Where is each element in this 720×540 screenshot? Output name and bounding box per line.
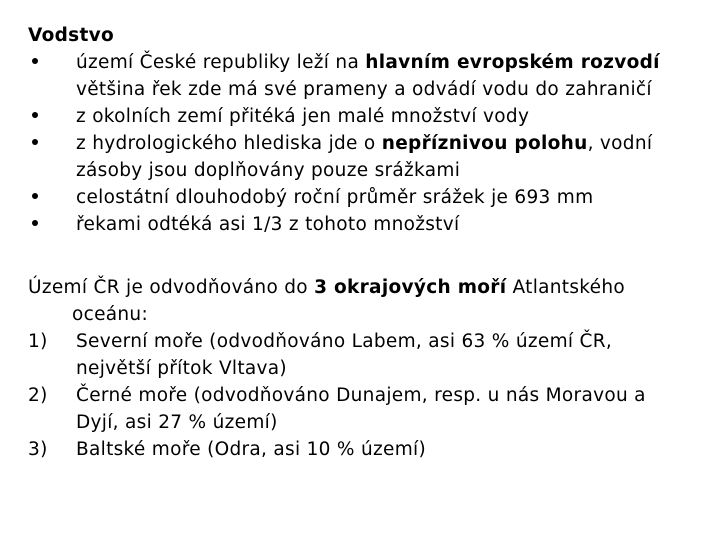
text-run: většina řek zde má své prameny a odvádí vodu do zahraničí xyxy=(76,79,652,100)
item-text: Baltské moře (Odra, asi 10 % území) xyxy=(76,439,426,460)
numbered-item xyxy=(28,382,704,409)
item-text: Severní moře (odvodňováno Labem, asi 63 % území ČR, xyxy=(76,331,613,352)
intro-paragraph xyxy=(28,274,704,301)
bullet-item xyxy=(28,184,704,211)
text-run: Území ČR je odvodňováno do xyxy=(28,277,315,298)
bullet-item xyxy=(28,211,704,238)
drainage-section xyxy=(28,274,704,463)
bullet-text-continuation xyxy=(28,157,704,184)
bold-run: nepříznivou polohu xyxy=(381,133,588,154)
bullet-text xyxy=(76,184,593,211)
item-text-continuation: největší přítok Vltava) xyxy=(76,358,287,379)
item-text-continuation: Dyjí, asi 27 % území) xyxy=(76,412,278,433)
numbered-item xyxy=(28,436,704,463)
bullet-icon xyxy=(28,103,76,130)
item-number: 2) xyxy=(28,385,48,406)
bullet-icon xyxy=(28,49,76,76)
item-number: 1) xyxy=(28,331,48,352)
bullet-text xyxy=(76,211,459,238)
bold-run: hlavním evropském rozvodí xyxy=(365,52,660,73)
bullet-item xyxy=(28,49,704,76)
water-section xyxy=(28,22,704,238)
bullet-text xyxy=(76,49,660,76)
text-run: , vodní xyxy=(587,133,653,154)
bullet-text-continuation xyxy=(28,76,704,103)
bullet-icon xyxy=(28,130,76,157)
text-run: celostátní dlouhodobý roční průměr srážek je 693 mm xyxy=(76,187,594,208)
text-run: zásoby jsou doplňovány pouze srážkami xyxy=(76,160,461,181)
text-run: z hydrologického hlediska jde o xyxy=(76,133,382,154)
text-run: Atlantského xyxy=(506,277,625,298)
numbered-item xyxy=(28,328,704,355)
text-run: území České republiky leží na xyxy=(76,52,366,73)
bullet-item xyxy=(28,130,704,157)
section-title: Vodstvo xyxy=(28,25,114,46)
item-text: Černé moře (odvodňováno Dunajem, resp. u nás Moravou a xyxy=(76,385,646,406)
bold-run: 3 okrajových moří xyxy=(314,277,507,298)
text-run: z okolních zemí přitéká jen malé množství vody xyxy=(76,106,530,127)
intro-continuation: oceánu: xyxy=(72,304,148,325)
text-run: řekami odtéká asi 1/3 z tohoto množství xyxy=(76,214,460,235)
bullet-icon xyxy=(28,184,76,211)
bullet-text xyxy=(76,130,652,157)
item-number: 3) xyxy=(28,439,48,460)
bullet-icon xyxy=(28,211,76,238)
bullet-text xyxy=(76,103,529,130)
bullet-item xyxy=(28,103,704,130)
